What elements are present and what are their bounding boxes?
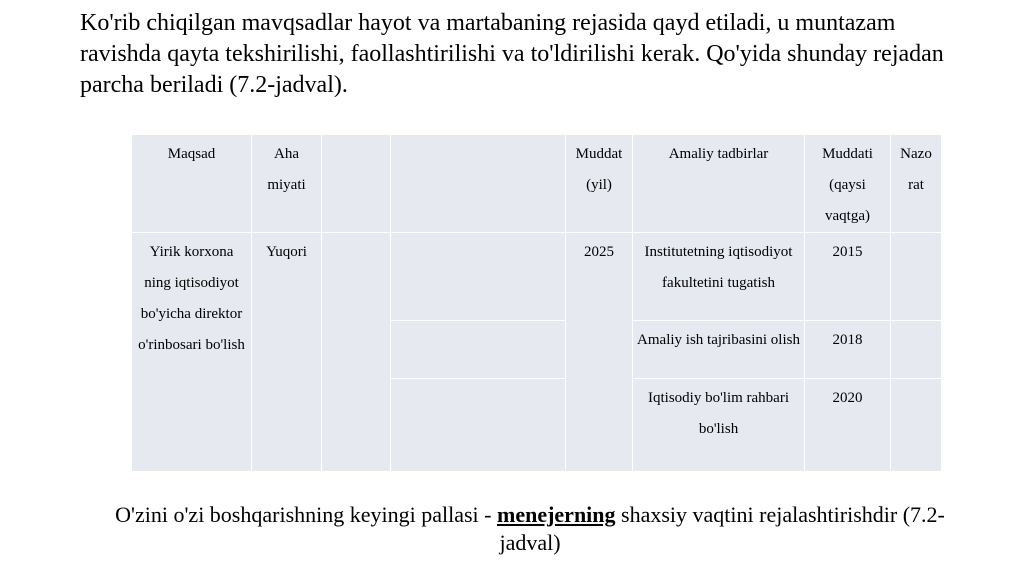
blank-cell [391, 233, 566, 321]
goal-year-cell: 2025 [566, 233, 633, 472]
control-cell [891, 321, 942, 379]
blank-cell [391, 321, 566, 379]
header-amaliy-tadbirlar: Amaliy tadbirlar [633, 135, 805, 233]
table-row [132, 233, 942, 321]
intro-paragraph: Ko'rib chiqilgan mavqsadlar hayot va martabaning rejasida qayd etiladi, u muntazam ravishda qayta tekshirilishi, faollashtirilishi va to'ldirilishi kerak. Qo'yida shunday rejadan parcha beriladi (7.2-jadval). [80, 10, 944, 98]
blank-cell [322, 233, 391, 472]
blank-cell [391, 379, 566, 472]
caption-paragraph [100, 501, 960, 557]
career-plan-table [131, 134, 942, 472]
priority-cell: Yuqori [252, 233, 322, 472]
header-blank-2 [391, 135, 566, 233]
caption-text-end: shaxsiy vaqtini rejalashtirishdir (7.2-jadval) [499, 502, 945, 555]
control-cell [891, 379, 942, 472]
action-cell: Iqtisodiy bo'lim rahbari bo'lish [633, 379, 805, 472]
header-ahamiyati: Aha miyati [252, 135, 322, 233]
table-header-row [132, 135, 942, 233]
action-cell: Amaliy ish tajribasini olish [633, 321, 805, 379]
header-muddat: Muddat (yil) [566, 135, 633, 233]
deadline-cell: 2015 [805, 233, 891, 321]
header-nazorat: Nazo rat [891, 135, 942, 233]
caption-emphasis: menejerning [497, 502, 616, 527]
action-cell: Institutetning iqtisodiyot fakultetini tugatish [633, 233, 805, 321]
header-blank-1 [322, 135, 391, 233]
deadline-cell: 2020 [805, 379, 891, 472]
control-cell [891, 233, 942, 321]
header-maqsad: Maqsad [132, 135, 252, 233]
header-muddati: Muddati (qaysi vaqtga) [805, 135, 891, 233]
deadline-cell: 2018 [805, 321, 891, 379]
caption-text-start: O'zini o'zi boshqarishning keyingi pallasi - [115, 502, 497, 527]
goal-cell: Yirik korxona ning iqtisodiyot bo'yicha direktor o'rinbosari bo'lish [132, 233, 252, 472]
